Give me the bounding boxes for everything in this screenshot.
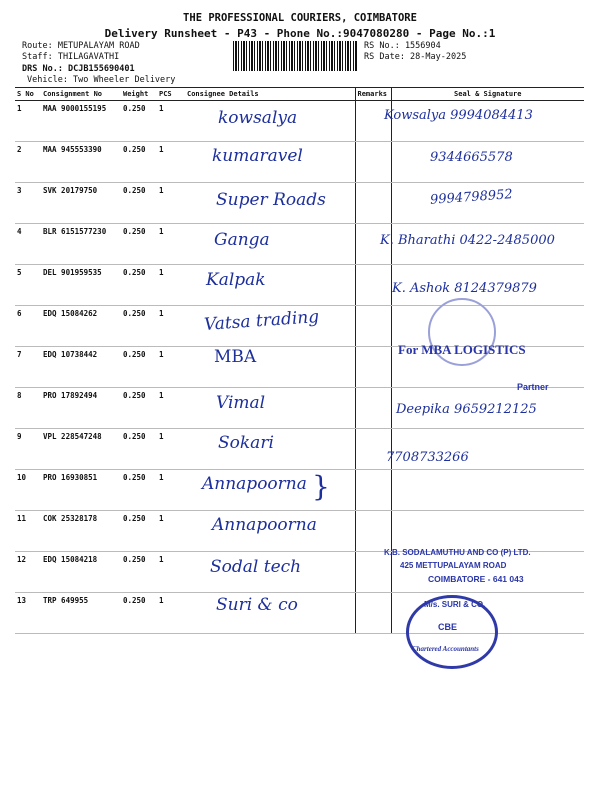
seal-cell xyxy=(391,552,584,593)
remarks-cell xyxy=(355,306,391,347)
col-seal: Seal & Signature xyxy=(391,88,584,101)
pcs: 1 xyxy=(157,388,185,429)
consignee-cell xyxy=(185,224,355,265)
weight: 0.250 xyxy=(121,511,157,552)
consignee-cell xyxy=(185,347,355,388)
rs-number: RS No.: 1556904 xyxy=(364,41,441,51)
remarks-cell xyxy=(355,142,391,183)
remarks-cell xyxy=(355,388,391,429)
consignee-handwriting: MBA xyxy=(214,347,257,367)
consignment-no: VPL 228547248 xyxy=(41,429,121,470)
table-row xyxy=(15,429,584,470)
consignment-no: PRO 17892494 xyxy=(41,388,121,429)
sno: 13 xyxy=(15,593,41,634)
consignee-handwriting: Suri & co xyxy=(216,595,298,615)
seal-signature: Kowsalya 9994084413 xyxy=(384,108,533,123)
remarks-cell xyxy=(355,470,391,511)
weight: 0.250 xyxy=(121,552,157,593)
sno: 5 xyxy=(15,265,41,306)
remarks-cell xyxy=(355,183,391,224)
seal-signature: K. Ashok 8124379879 xyxy=(392,281,537,296)
consignment-no: COK 25328178 xyxy=(41,511,121,552)
runsheet-title: Delivery Runsheet - P43 - Phone No.:9047080280 - Page No.:1 xyxy=(104,27,496,40)
consignee-handwriting: Annapoorna xyxy=(202,474,307,494)
consignee-handwriting: Ganga xyxy=(214,230,270,250)
sno: 7 xyxy=(15,347,41,388)
remarks-cell xyxy=(355,552,391,593)
seal-cell xyxy=(391,511,584,552)
suri-seal-bottom: Chartered Accountants xyxy=(412,645,479,653)
remarks-cell xyxy=(355,511,391,552)
col-remarks: Remarks xyxy=(355,88,391,101)
weight: 0.250 xyxy=(121,142,157,183)
table-header xyxy=(15,88,584,101)
pcs: 1 xyxy=(157,183,185,224)
seal-signature: K. Bharathi 0422-2485000 xyxy=(380,233,555,248)
sno: 3 xyxy=(15,183,41,224)
suri-seal-center: CBE xyxy=(438,622,458,632)
consignment-no: PRO 16930851 xyxy=(41,470,121,511)
consignee-handwriting: kowsalya xyxy=(218,108,298,128)
sno: 4 xyxy=(15,224,41,265)
sno: 6 xyxy=(15,306,41,347)
consignment-no: TRP 649955 xyxy=(41,593,121,634)
consignee-handwriting: Vatsa trading xyxy=(203,307,320,335)
sodal-stamp-line1: K.B. SODALAMUTHU AND CO (P) LTD. xyxy=(384,548,531,557)
weight: 0.250 xyxy=(121,306,157,347)
pcs: 1 xyxy=(157,347,185,388)
pcs: 1 xyxy=(157,470,185,511)
rs-date: RS Date: 28-May-2025 xyxy=(364,52,467,62)
consignee-handwriting: kumaravel xyxy=(212,146,303,166)
weight: 0.250 xyxy=(121,593,157,634)
sno: 10 xyxy=(15,470,41,511)
consignment-no: EDQ 15084218 xyxy=(41,552,121,593)
consignee-handwriting: Kalpak xyxy=(206,270,266,290)
sno: 8 xyxy=(15,388,41,429)
col-consignee: Consignee Details xyxy=(185,88,355,101)
seal-cell xyxy=(391,470,584,511)
sodal-stamp-line2: 425 METTUPALAYAM ROAD xyxy=(400,561,507,570)
seal-signature: 9994798952 xyxy=(429,187,514,208)
pcs: 1 xyxy=(157,224,185,265)
weight: 0.250 xyxy=(121,224,157,265)
weight: 0.250 xyxy=(121,183,157,224)
vehicle: Vehicle: Two Wheeler Delivery xyxy=(27,75,176,85)
brace-mark: } xyxy=(312,470,330,503)
remarks-cell xyxy=(355,347,391,388)
consignee-cell xyxy=(185,388,355,429)
consignment-no: EDQ 15084262 xyxy=(41,306,121,347)
col-weight: Weight xyxy=(121,88,157,101)
consignee-handwriting: Sodal tech xyxy=(210,557,302,577)
sno: 9 xyxy=(15,429,41,470)
consignment-no: DEL 901959535 xyxy=(41,265,121,306)
remarks-cell xyxy=(355,593,391,634)
weight: 0.250 xyxy=(121,101,157,142)
sodal-stamp-line3: COIMBATORE - 641 043 xyxy=(428,574,524,584)
consignee-handwriting: Annapoorna xyxy=(212,515,317,535)
staff: Staff: THILAGAVATHI xyxy=(22,52,120,62)
weight: 0.250 xyxy=(121,388,157,429)
company-title: THE PROFESSIONAL COURIERS, COIMBATORE xyxy=(183,12,417,24)
consignee-handwriting: Vimal xyxy=(216,393,266,413)
pcs: 1 xyxy=(157,142,185,183)
weight: 0.250 xyxy=(121,265,157,306)
weight: 0.250 xyxy=(121,429,157,470)
seal-signature: Deepika 9659212125 xyxy=(396,402,537,417)
sno: 1 xyxy=(15,101,41,142)
consignment-no: MAA 9000155195 xyxy=(41,101,121,142)
consignment-no: BLR 6151577230 xyxy=(41,224,121,265)
consignment-no: EDQ 10738442 xyxy=(41,347,121,388)
pcs: 1 xyxy=(157,306,185,347)
pcs: 1 xyxy=(157,429,185,470)
weight: 0.250 xyxy=(121,470,157,511)
sno: 2 xyxy=(15,142,41,183)
suri-seal-top: M/s. SURI & CO. xyxy=(424,600,486,609)
col-pcs: PCS xyxy=(157,88,185,101)
consignment-no: SVK 20179750 xyxy=(41,183,121,224)
col-consignment: Consignment No xyxy=(41,88,121,101)
mba-logistics-stamp: For MBA LOGISTICS xyxy=(398,342,526,357)
seal-signature: 7708733266 xyxy=(386,450,469,465)
seal-signature: 9344665578 xyxy=(430,150,513,165)
remarks-cell xyxy=(355,265,391,306)
consignee-handwriting: Super Roads xyxy=(216,190,326,210)
mba-partner-label: Partner xyxy=(517,382,549,392)
sno: 12 xyxy=(15,552,41,593)
barcode xyxy=(233,41,357,71)
weight: 0.250 xyxy=(121,347,157,388)
pcs: 1 xyxy=(157,552,185,593)
pcs: 1 xyxy=(157,101,185,142)
sno: 11 xyxy=(15,511,41,552)
col-sno: S No xyxy=(15,88,41,101)
route: Route: METUPALAYAM ROAD xyxy=(22,41,140,51)
pcs: 1 xyxy=(157,511,185,552)
consignment-no: MAA 945553390 xyxy=(41,142,121,183)
consignee-handwriting: Sokari xyxy=(218,433,274,453)
table-row xyxy=(15,593,584,634)
pcs: 1 xyxy=(157,265,185,306)
pcs: 1 xyxy=(157,593,185,634)
drs-number: DRS No.: DCJB155690401 xyxy=(22,64,135,74)
